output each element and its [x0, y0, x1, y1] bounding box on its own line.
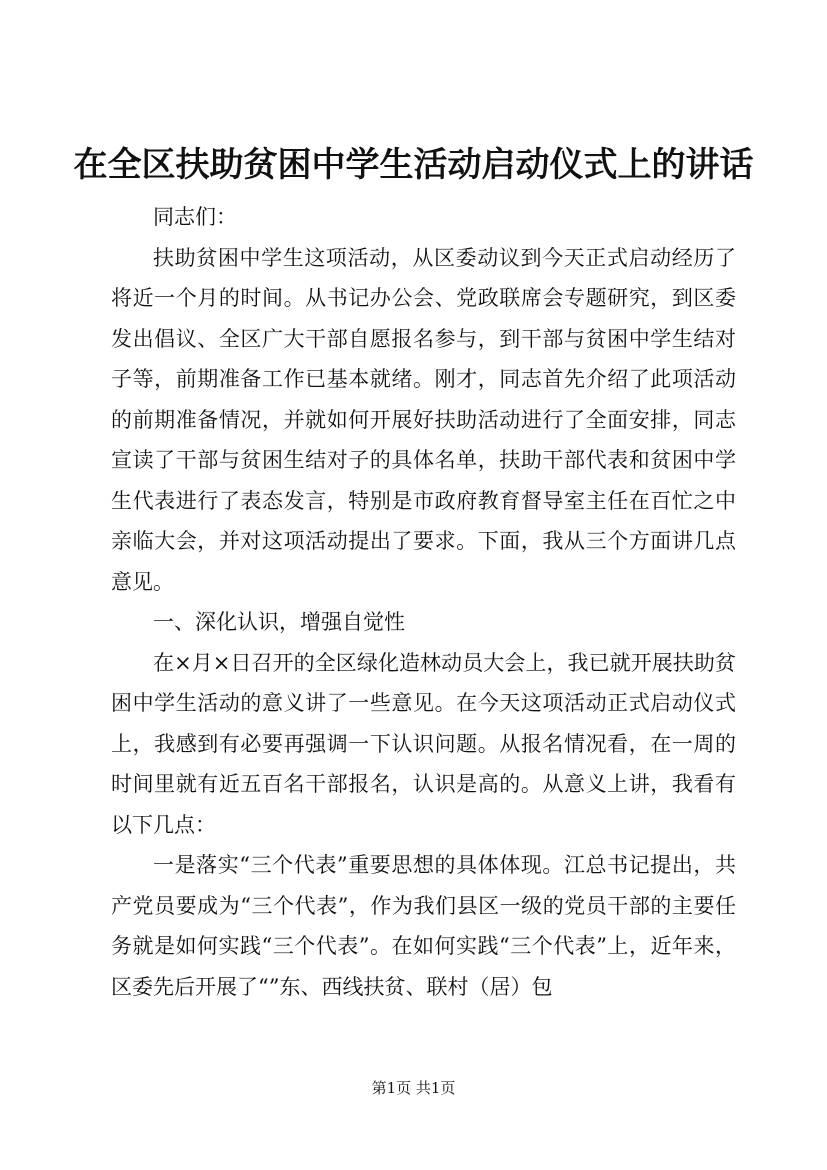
page-number-footer: 第1页 共1页	[371, 1079, 456, 1097]
paragraph-2: 在×月×日召开的全区绿化造林动员大会上，我已就开展扶助贫困中学生活动的意义讲了一些意见。在今天这项活动正式启动仪式上，我感到有必要再强调一下认识问题。从报名情况看，在一周的时间里就有近五百名干部报名，认识是高的。从意义上讲，我看有以下几点：	[111, 650, 736, 837]
salutation: 同志们：	[153, 205, 237, 229]
paragraph-1: 扶助贫困中学生这项活动，从区委动议到今天正式启动经历了将近一个月的时间。从书记办公会、党政联席会专题研究，到区委发出倡议、全区广大干部自愿报名参与，到干部与贫困中学生结对子等，前期准备工作已基本就绪。刚才，同志首先介绍了此项活动的前期准备情况，并就如何开展好扶助活动进行了全面安排，同志宣读了干部与贫困生结对子的具体名单，扶助干部代表和贫困中学生代表进行了表态发言，特别是市政府教育督导室主任在百忙之中亲临大会，并对这项活动提出了要求。下面，我从三个方面讲几点意见。	[111, 245, 736, 594]
section-heading-1: 一、深化认识，增强自觉性	[153, 610, 405, 634]
paragraph-3: 一是落实“三个代表”重要思想的具体体现。江总书记提出，共产党员要成为“三个代表”，作为我们县区一级的党员干部的主要任务就是如何实践“三个代表”。在如何实践“三个代表”上，近年来，区委先后开展了“”东、西线扶贫、联村（居）包	[111, 853, 736, 999]
document-title: 在全区扶助贫困中学生活动启动仪式上的讲话	[73, 145, 754, 185]
document-body	[111, 197, 736, 1007]
